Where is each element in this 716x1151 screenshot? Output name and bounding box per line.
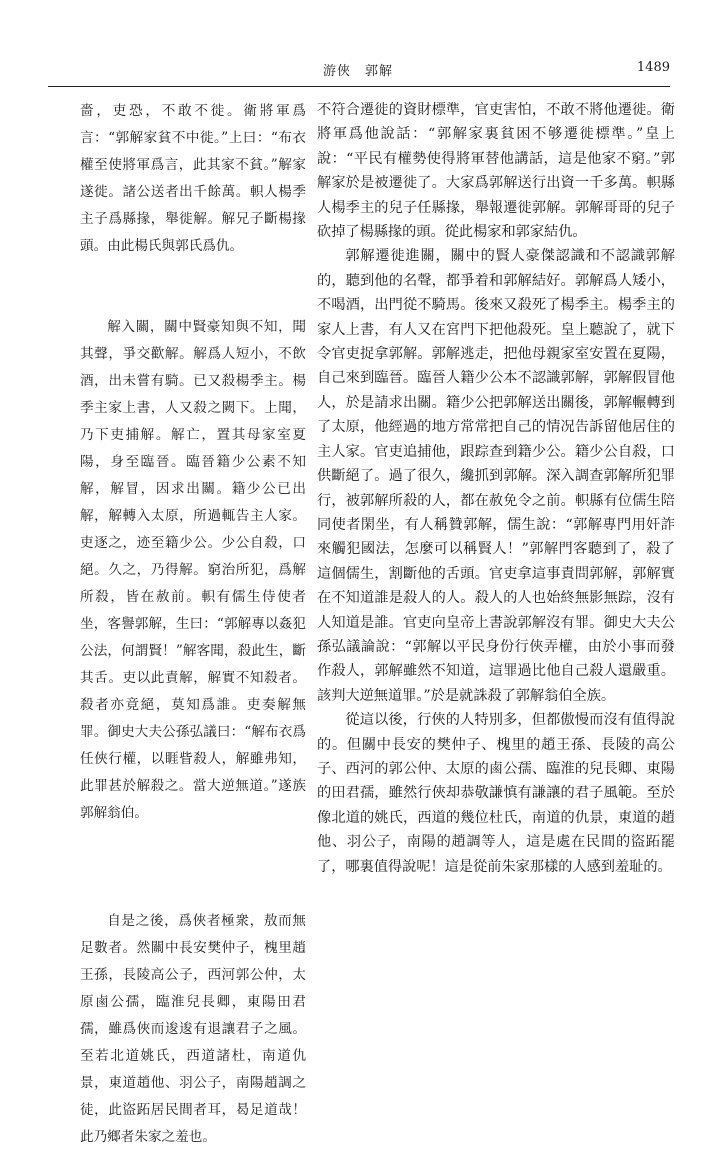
page-number: 1489 <box>636 60 670 75</box>
classical-paragraph-1: 嗇，吏恐，不敢不徙。衛將軍爲言：“郭解家貧不中徙。”上曰：“布衣權至使將軍爲言，此其家不貧。”解家遂徙。諸公送者出千餘萬。軹人楊季主子爲縣掾，舉徙解。解兄子斷楊掾頭。由此楊氏與郭氏爲仇。 <box>80 103 306 254</box>
translation-paragraph-1: 不符合遷徙的資財標準，官吏害怕，不敢不將他遷徙。衛將軍爲他說話：“郭解家裏貧困不够遷徙標準。”皇上說：“平民有權勢使得將軍替他講話，這是他家不窮。”郭解家於是被遷徙了。大家爲郭解送行出資一千多萬。軹縣人楊季主的兒子任縣掾，舉報遷徙郭解。郭解哥哥的兒子砍掉了楊縣掾的頭。從此楊家和郭家結仇。 <box>317 102 675 241</box>
translation-paragraph-3: 從這以後，行俠的人特別多，但都傲慢而沒有值得說的。但關中長安的樊仲子、槐里的趙王孫、長陵的高公子、西河的郭公仲、太原的鹵公孺、臨淮的兒長卿、東陽的田君孺，雖然行俠却恭敬謙慎有謙讓的君子風範。至於像北道的姚氏，西道的幾位杜氏，南道的仇景，東道的趙他、羽公子，南陽的趙調等人，這是處在民間的盜跖罷了，哪裏值得說呢！這是從前朱家那樣的人感到羞耻的。 <box>317 712 675 875</box>
translation-paragraph-2: 郭解遷徙進關，關中的賢人豪傑認識和不認識郭解的，聽到他的名聲，都爭着和郭解結好。郭解爲人矮小，不喝酒，出門從不騎馬。後來又殺死了楊季主。楊季主的家人上書，有人又在宮門下把他殺死。皇上聽說了，就下令官吏捉拿郭解。郭解逃走，把他母親家室安置在夏陽，自己來到臨晉。臨晉人籍少公本不認識郭解，郭解假冒他人，於是請求出關。籍少公把郭解送出關後，郭解輾轉到了太原，他經過的地方常常把自己的情况告訴留他居住的主人家。官吏追捕他，跟踪查到籍少公。籍少公自殺，口供斷絕了。過了很久，纔抓到郭解。深入調查郭解所犯罪行，被郭解所殺的人，都在赦免令之前。軹縣有位儒生陪同使者閑坐，有人稱贊郭解，儒生說：“郭解專門用奸詐來觸犯國法，怎麼可以稱賢人！”郭解門客聽到了，殺了這個儒生，割斷他的舌頭。官吏拿這事責問郭解，郭解實在不知道誰是殺人的人。殺人的人也始終無影無踪，沒有人知道是誰。官吏向皇帝上書說郭解沒有罪。御史大夫公孫弘議論說：“郭解以平民身份行俠弄權，由於小事而發作殺人，郭解雖然不知道，這罪過比他自己殺人還嚴重。該判大逆無道罪。”於是就誅殺了郭解翁伯全族。 <box>317 248 675 704</box>
page-header <box>0 56 716 86</box>
header-rule <box>48 86 670 87</box>
classical-paragraph-3: 自是之後，爲俠者極衆，敖而無足數者。然關中長安樊仲子，槐里趙王孫，長陵高公子，西河郭公仲，太原鹵公孺，臨淮兒長卿，東陽田君孺，雖爲俠而逡逡有退讓君子之風。至若北道姚氏，西道諸杜，南道仇景，東道趙他、羽公子，南陽趙調之徒，此盜跖居民間者耳，曷足道哉！此乃鄉者朱家之羞也。 <box>80 913 306 1145</box>
classical-text-column <box>80 98 306 1151</box>
running-title: 游俠 郭解 <box>322 64 393 79</box>
classical-paragraph-2: 解入關，關中賢豪知與不知，聞其聲，爭交歡解。解爲人短小，不飲酒，出未嘗有騎。已又殺楊季主。楊季主家上書，人又殺之闕下。上聞，乃下吏捕解。解亡，置其母家室夏陽，身至臨晉。臨晉籍少公素不知解，解冒，因求出關。籍少公已出解，解轉入太原，所過輒告主人家。吏逐之，迹至籍少公。少公自殺，口絕。久之，乃得解。窮治所犯，爲解所殺，皆在赦前。軹有儒生侍使者坐，客譽郭解，生曰：“郭解專以姦犯公法，何謂賢！”解客聞，殺此生，斷其舌。吏以此責解，解實不知殺者。殺者亦竟絕，莫知爲誰。吏奏解無罪。御史大夫公孫弘議曰：“解布衣爲任俠行權，以睚眥殺人，解雖弗知，此罪甚於解殺之。當大逆無道。”遂族郭解翁伯。 <box>80 319 306 821</box>
translation-column <box>317 98 675 879</box>
